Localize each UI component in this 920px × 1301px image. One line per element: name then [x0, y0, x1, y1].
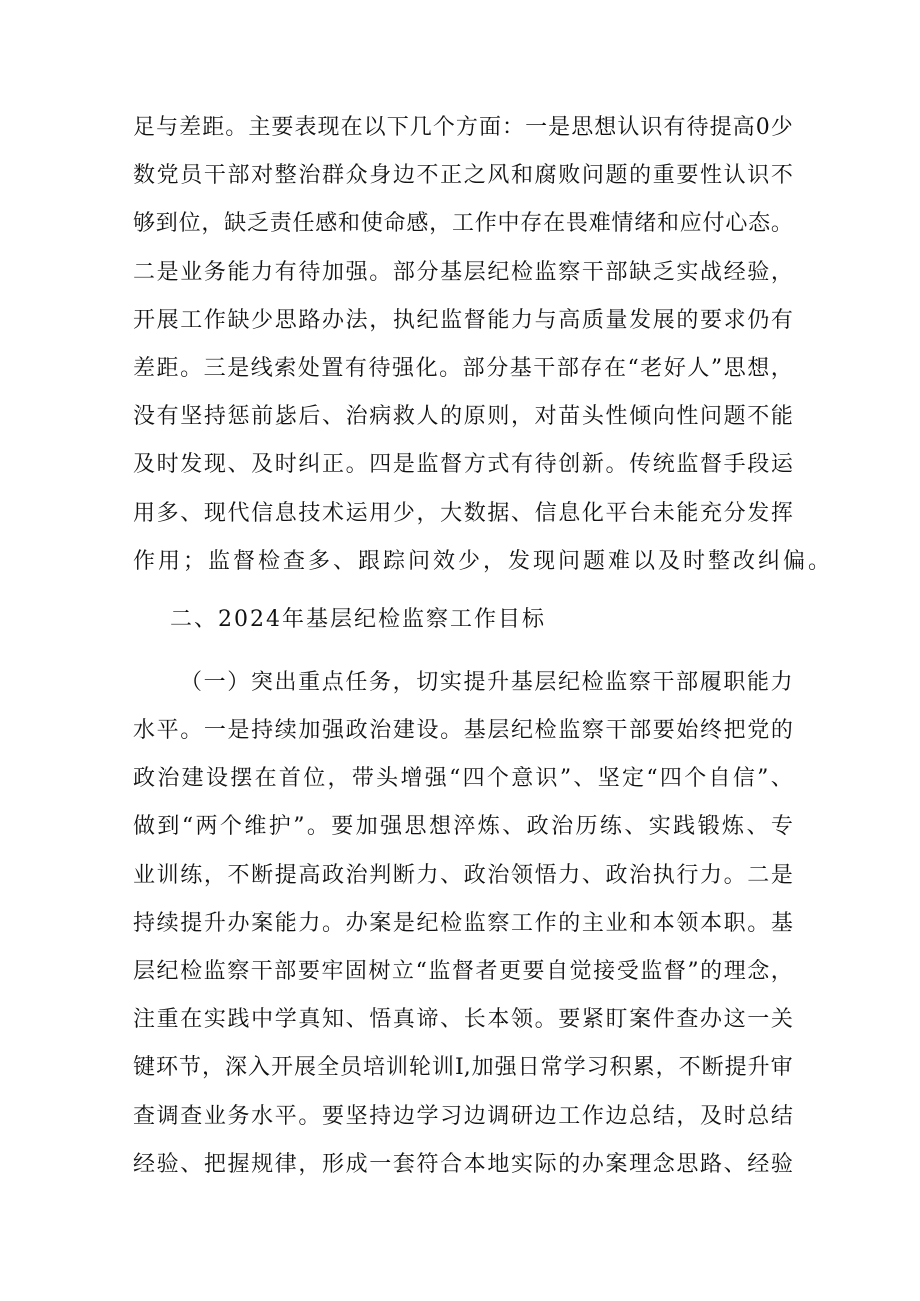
text-line: 水 平 。 一 是 持 续 加 强 政 治 建 设 。 基 层 纪 检 监 察 干 部 要 始 终 把 党 的 — [133, 718, 793, 743]
text-line: 二 是 业 务 能 力 有 待 加 强 。 部 分 基 层 纪 检 监 察 干 部 缺 乏 实 战 经 验 ， — [133, 259, 793, 285]
text-line: 业 训 练 ， 不 断 提 高 政 治 判 断 力 、 政 治 领 悟 力 、 政 治 执 行 力 。 二 是 — [133, 862, 793, 888]
text-line: 够 到 位 ， 缺 乏 责 任 感 和 使 命 感 ， 工 作 中 存 在 畏 难 情 绪 和 应 付 心 态 。 — [133, 211, 793, 237]
text-line: 注 重 在 实 践 中 学 真 知 、 悟 真 谛 、 长 本 领 。 要 紧 盯 案 件 查 办 这 一 关 — [133, 1007, 793, 1033]
text-line: 开 展 工 作 缺 少 思 路 办 法 ， 执 纪 监 督 能 力 与 高 质 量 发 展 的 要 求 仍 有 — [133, 307, 793, 333]
text-line: 经 验 、 把 握 规 律 ， 形 成 一 套 符 合 本 地 实 际 的 办 案 理 念 思 路 、 经 验 — [133, 1151, 793, 1177]
text-line: 持 续 提 升 办 案 能 力 。 办 案 是 纪 检 监 察 工 作 的 主 业 和 本 领 本 职 。 基 — [133, 910, 793, 936]
text-line: 用 多 、 现 代 信 息 技 术 运 用 少 ， 大 数 据 、 信 息 化 平 台 未 能 充 分 发 挥 — [133, 500, 793, 526]
text-line: 键 环 节 ， 深 入 开 展 全 员 培 训 轮 训 I, 加 强 日 常 学 习 积 累 ， 不 断 提 升 审 — [133, 1055, 793, 1081]
text-line: 作用；监督检查多、跟踪问效少，发现问题难以及时整改纠偏。 — [133, 548, 834, 574]
text-line: 层 纪 检 监 察 干 部 要 牢 固 树 立 “ 监 督 者 更 要 自 觉 接 受 监 督 ” 的 理 念 ， — [133, 959, 793, 984]
text-line: 政 治 建 设 摆 在 首 位 ， 带 头 增 强 “ 四 个 意 识 ” 、 坚 定 “ 四 个 自 信 ” 、 — [133, 766, 793, 792]
text-line: 差 距 。 三 是 线 索 处 置 有 待 强 化 。 部 分 基 干 部 存 在 “ 老 好 人 ” 思 想 ， — [133, 356, 793, 381]
text-line: 没 有 坚 持 惩 前 毖 后 、 治 病 救 人 的 原 则 ， 对 苗 头 性 倾 向 性 问 题 不 能 — [133, 404, 793, 430]
text-line: 足 与 差 距 。 主 要 表 现 在 以 下 几 个 方 面 ： 一 是 思 想 认 识 有 待 提 高 0 少 — [133, 115, 793, 140]
paragraph-first-line: （ 一 ） 突 出 重 点 任 务 ， 切 实 提 升 基 层 纪 检 监 察 干 部 履 职 能 力 — [180, 670, 793, 695]
text-line: 及 时 发 现 、 及 时 纠 正 。 四 是 监 督 方 式 有 待 创 新 。 传 统 监 督 手 段 运 — [133, 452, 793, 478]
section-heading-work-goals: 二、2024年基层纪检监察工作目标 — [170, 607, 546, 632]
text-line: 做 到 “ 两 个 维 护 ” 。 要 加 强 思 想 淬 炼 、 政 治 历 练 、 实 践 锻 炼 、 专 — [133, 814, 793, 840]
text-line: 数 党 员 干 部 对 整 治 群 众 身 边 不 正 之 风 和 腐 败 问 题 的 重 要 性 认 识 不 — [133, 163, 793, 189]
text-line: 查 调 查 业 务 水 平 。 要 坚 持 边 学 习 边 调 研 边 工 作 边 总 结 ， 及 时 总 结 — [133, 1103, 793, 1129]
